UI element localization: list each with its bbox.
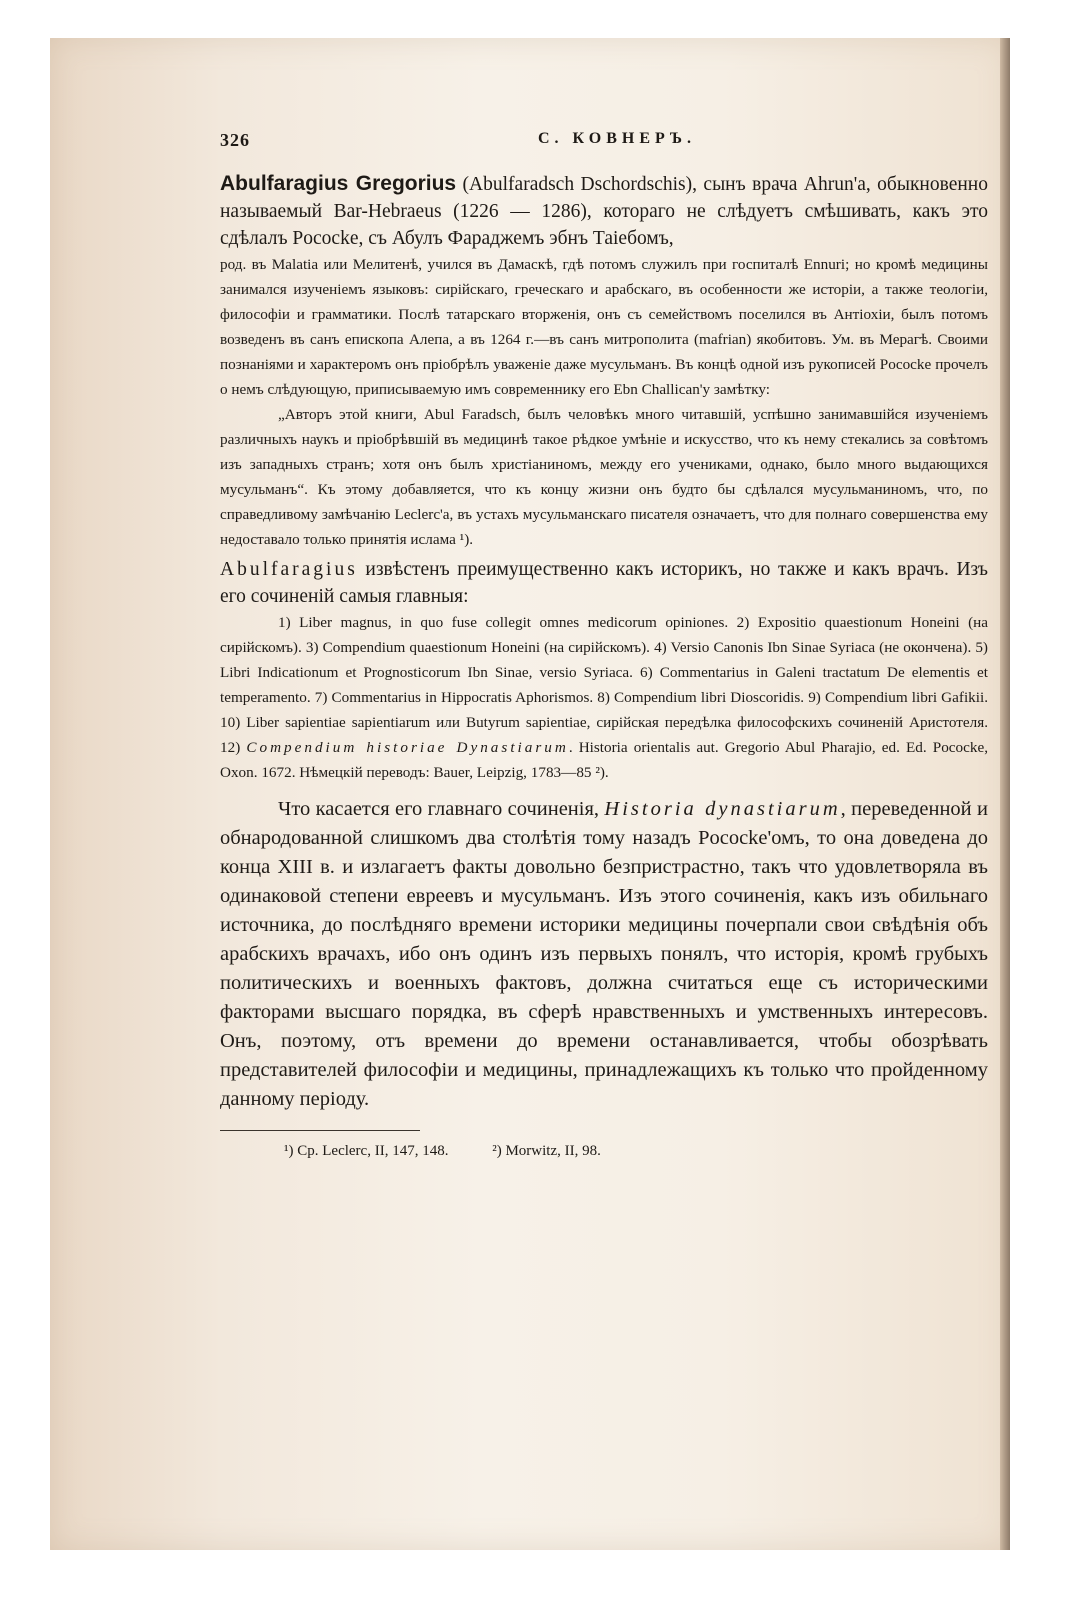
footnotes — [220, 1141, 988, 1161]
final-title: Historia dynastiarum — [604, 798, 841, 820]
running-header — [220, 130, 988, 160]
quote-paragraph: „Авторъ этой книги, Abul Faradsch, былъ человѣкъ много читавшій, успѣшно занимавшійся изученіемъ различныхъ наукъ и пріобрѣвшій въ медицинѣ такое рѣдкое умѣніе и искусство, что къ нему стекались за совѣтомъ изъ западныхъ странъ; хотя онъ былъ христіаниномъ, между его учениками, однако, было много выдающихся мусульманъ“. Къ этому добавляется, что къ концу жизни онъ будто бы сдѣлался мусульманиномъ, что, по справедливому замѣчанію Leclerc'a, въ устахъ мусульманскаго писателя означаетъ, что для полнаго совершенства ему недоставало только принятія ислама ¹). — [220, 406, 988, 548]
bio-paragraph: род. въ Malatia или Мелитенѣ, учился въ Дамаскѣ, гдѣ потомъ служилъ при госпиталѣ Ennuri; но кромѣ медицины занимался изученіемъ языковъ: сирійскаго, греческаго и арабскаго, въ особенности же исторіи, а также теологіи, философіи и грамматики. Послѣ татарскаго вторженія, онъ съ семействомъ поселился въ Антіохіи, былъ потомъ возведенъ въ санъ епископа Алепа, а въ 1264 г.—въ санъ митрополита (mafrian) якобитовъ. Ум. въ Мерагѣ. Своими познаніями и характеромъ онъ пріобрѣлъ уваженіе даже мусульманъ. Въ концѣ одной изъ рукописей Pococke прочелъ о немъ слѣдующую, приписываемую имъ современнику его Ebn Challican'y замѣтку: — [220, 256, 988, 398]
running-title: С. КОВНЕРЪ. — [538, 130, 697, 147]
page-content — [220, 130, 988, 1161]
works-title: Compendium historiae Dynastiarum — [246, 739, 569, 756]
entry-name: Abulfaragius Gregorius — [220, 172, 457, 195]
works-text: 1) Liber magnus, in quo fuse collegit omnes medicorum opiniones. 2) Expositio quaestionum Honeini (на сирійскомъ). 3) Compendium quaestionum Honeini (на сирійскомъ). 4) Versio Canonis Ibn Sinae Syriaca (не окончена). 5) Libri Indicationum et Prognosticorum Ibn Sinae, versio Syriaca. 6) Commentarius in Galeni tractatum De elementis et temperamento. 7) Commentarius in Hippocratis Aphorismos. 8) Compendium libri Dioscoridis. 9) Compendium libri Gafikii. 10) Liber sapientiae sapientiarum или Butyrum sapientiae, сирійская передѣлка философскихъ сочиненій Аристотеля. 12) — [220, 614, 988, 756]
known-text: извѣстенъ преимущественно какъ историкъ, но также и какъ врачъ. Изъ его сочиненій самыя главныя: — [220, 559, 988, 607]
lead-text: (Abulfaradsch Dschordschis), сынъ врача Ahrun'a, обыкновенно называемый Bar-Hebraeus (1226 — 1286), котораго не слѣдуетъ смѣшивать, какъ это сдѣлалъ Pococke, съ Абулъ Фараджемъ эбнъ Таіебомъ, — [220, 174, 988, 249]
page-edge-shadow — [1000, 38, 1010, 1550]
known-paragraph — [220, 556, 988, 610]
final-lead: Что касается его главнаго сочиненія, — [278, 798, 605, 820]
final-paragraph — [220, 795, 988, 1114]
footnote-1: ¹) Ср. Leclerc, II, 147, 148. — [284, 1143, 449, 1159]
known-name: Abulfaragius — [220, 559, 358, 580]
works-tail: . Historia orientalis aut. Gregorio Abul Pharajio, ed. Ed. Pococke, Oxon. 1672. Нѣмецкій переводъ: Bauer, Leipzig, 1783—85 ²). — [220, 739, 989, 781]
lead-paragraph — [220, 170, 988, 252]
page-number: 326 — [220, 130, 250, 150]
works-list — [220, 610, 988, 785]
footnote-2: ²) Morwitz, II, 98. — [492, 1143, 601, 1159]
footnote-rule — [220, 1130, 420, 1131]
final-text: , переведенной и обнародованной слишкомъ два столѣтія тому назадъ Pococke'омъ, то она доведена до конца XIII в. и излагаетъ факты довольно безпристрастно, такъ что удовлетворяла въ одинаковой степени евреевъ и мусульманъ. Изъ этого сочиненія, какъ изъ обильнаго источника, до послѣдняго времени историки медицины почерпали свои свѣдѣнія объ арабскихъ врачахъ, ибо онъ одинъ изъ первыхъ понялъ, что исторія, кромѣ грубыхъ политическихъ и военныхъ фактовъ, должна считаться еще съ историческими факторами высшаго порядка, въ сферѣ нравственныхъ и умственныхъ интересовъ. Онъ, поэтому, отъ времени до времени останавливается, чтобы обозрѣвать представителей философіи и медицины, принадлежащихъ къ только что пройденному данному періоду. — [220, 798, 989, 1110]
